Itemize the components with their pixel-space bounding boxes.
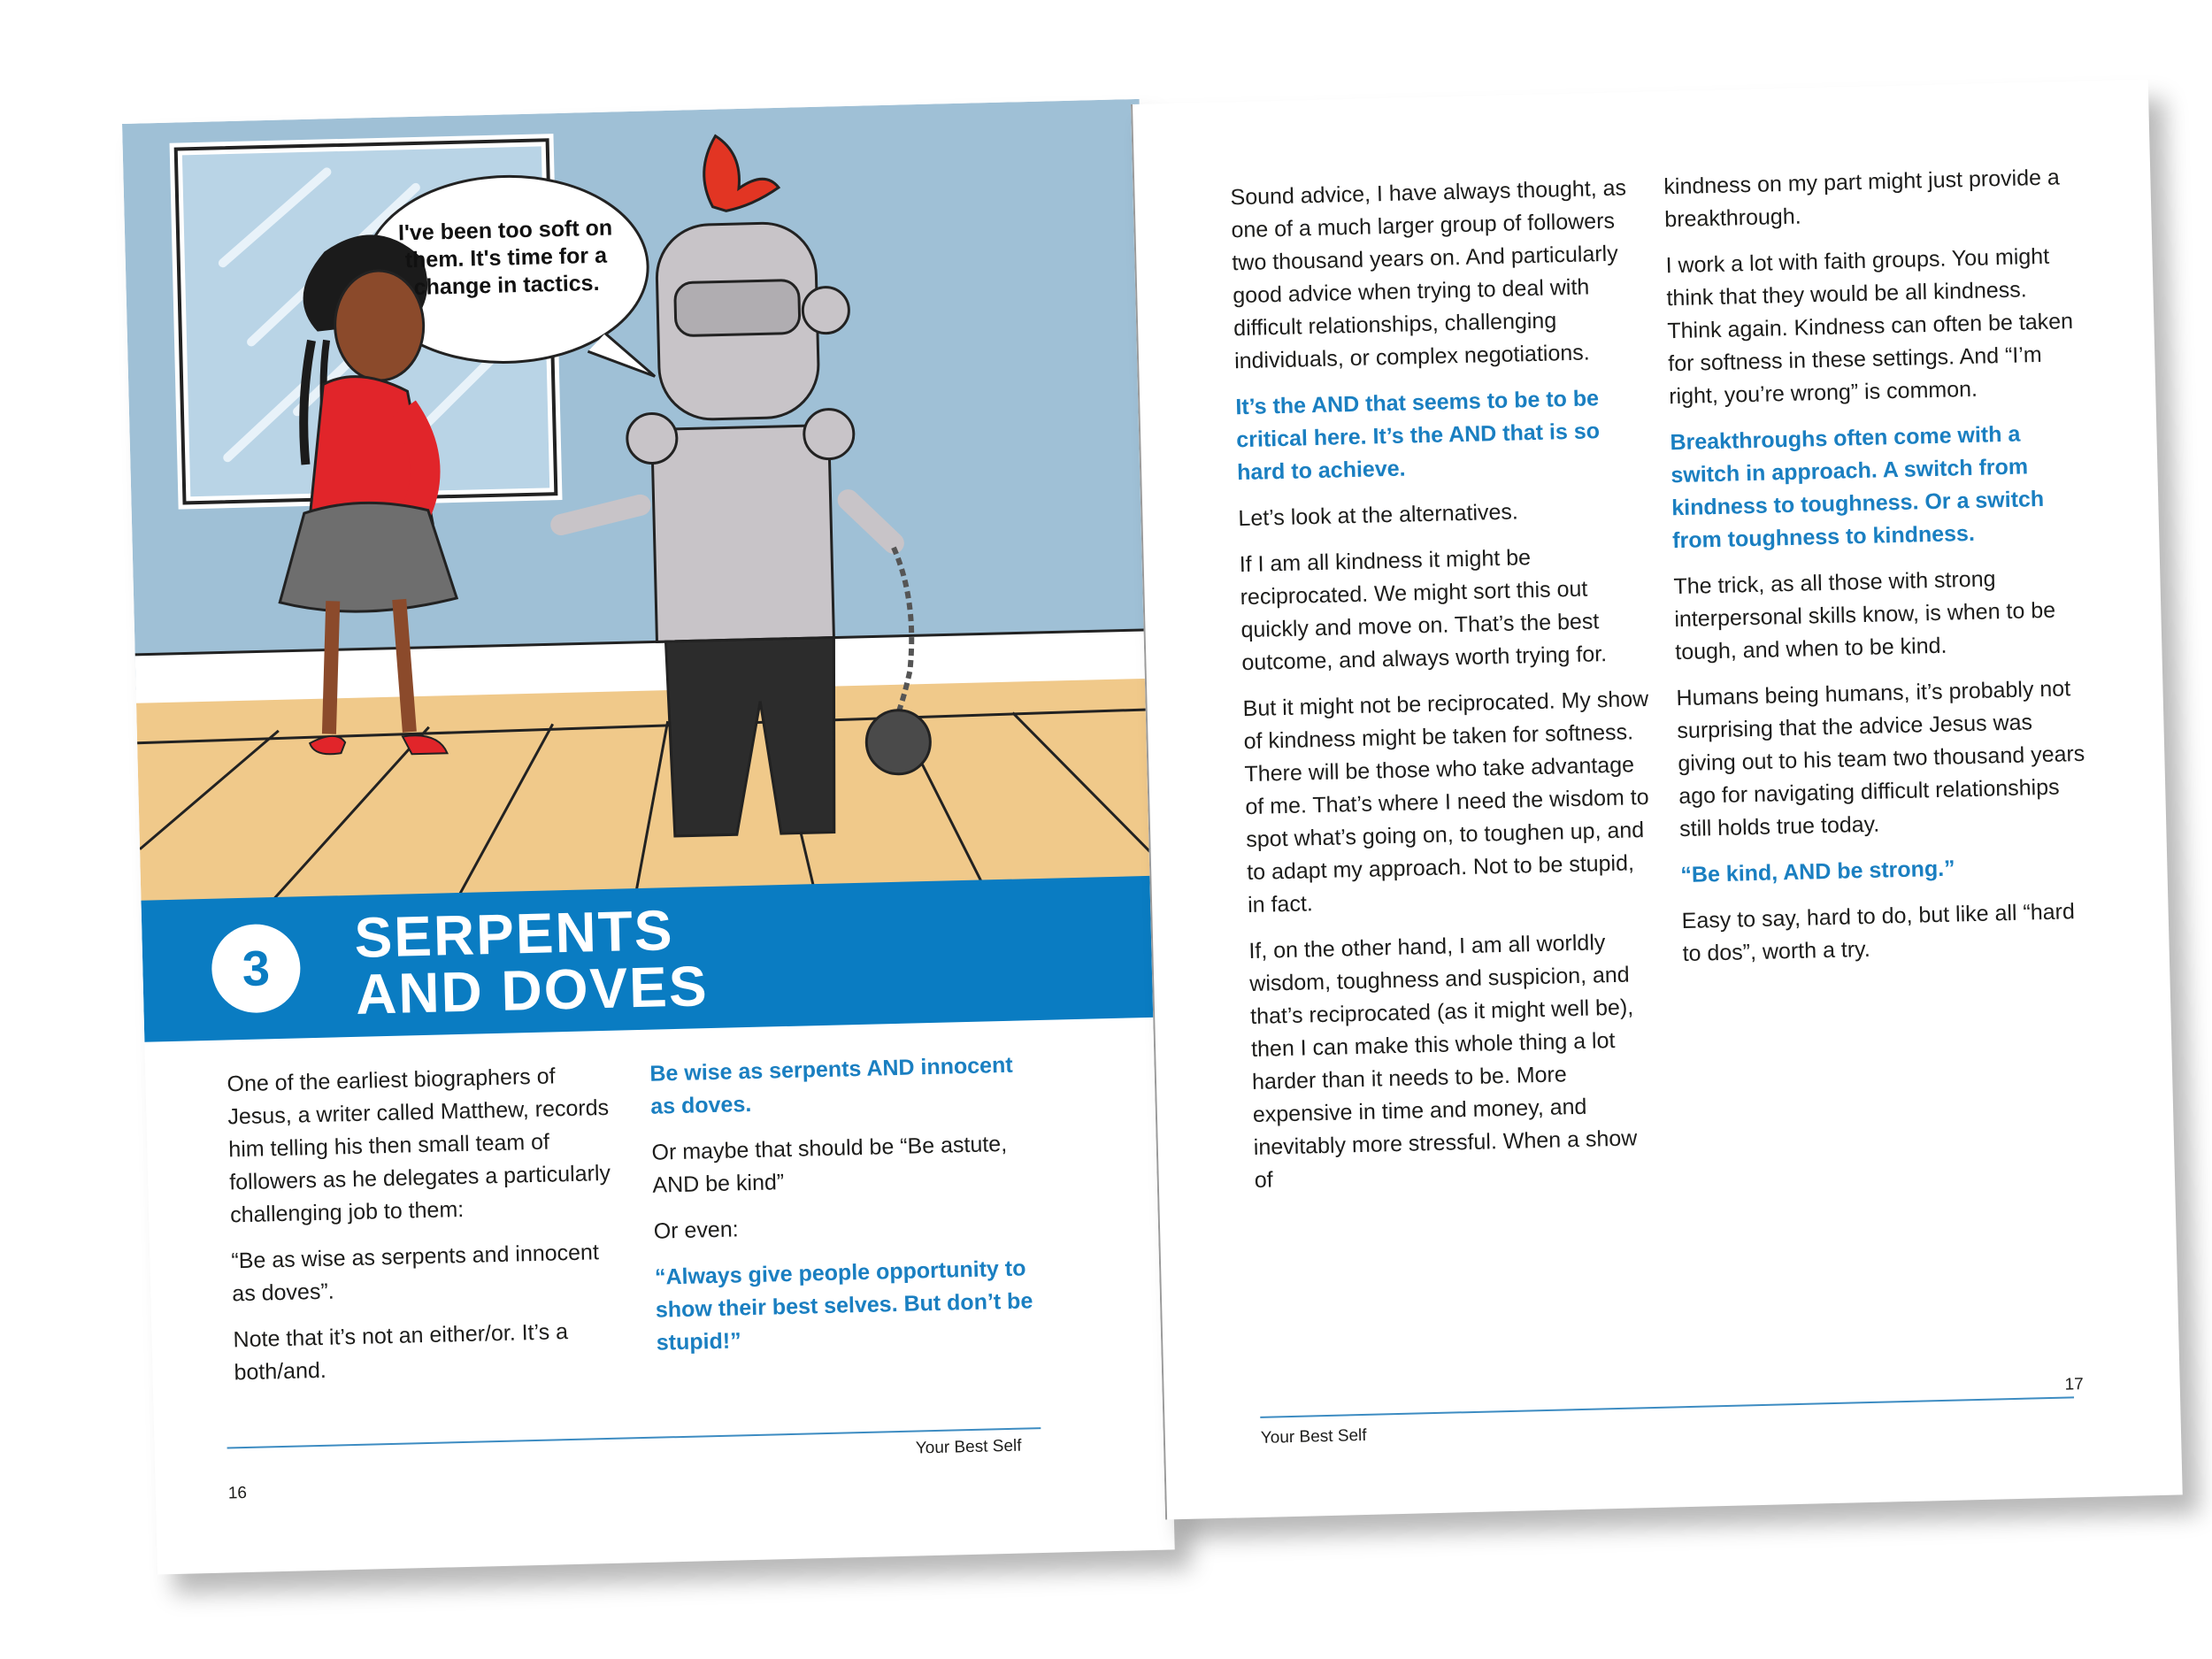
chapter-title-line-2: AND DOVES [355, 954, 710, 1026]
paragraph: Humans being humans, it’s probably not surprising that the advice Jesus was giving out to his team two thousand years ago for navigating difficult relationships still holds true today. [1676, 676, 2085, 842]
chapter-title [353, 898, 710, 1026]
speech-bubble-text: I've been too soft on them. It's time for a change in tactics. [397, 215, 613, 300]
highlight-paragraph: Breakthroughs often come with a switch in approach. A switch from kindness to toughness. Or a switch from toughness to kindness. [1670, 421, 2045, 554]
paragraph: kindness on my part might just provide a breakthrough. [1663, 165, 2061, 233]
highlight-paragraph: “Always give people opportunity to show their best selves. But don’t be stupid!” [654, 1256, 1033, 1356]
left-page [122, 99, 1175, 1575]
chapter-banner [141, 876, 1162, 1042]
paragraph: The trick, as all those with strong interpersonal skills know, is when to be tough, and when to be kind. [1673, 566, 2056, 665]
quote-paragraph: “Be as wise as serpents and innocent as doves”. [231, 1240, 600, 1307]
floor [136, 679, 1158, 902]
right-page [1131, 80, 2183, 1520]
chapter-number: 3 [211, 923, 301, 1013]
cartoon-illustration [122, 99, 1158, 902]
cartoon-scene [122, 99, 1158, 902]
paragraph: If, on the other hand, I am all worldly wisdom, toughness and suspicion, and that’s reciprocated (as it might well be), then I can make this whole thing a lot harder than it needs to be. More expensive in time and money, and inevitably more stressful. When a show of [1248, 930, 1638, 1193]
left-column-2 [649, 1048, 1047, 1373]
paragraph: I work a lot with faith groups. You might think that they would be all kindness. Think again. Kindness can often be taken for softness in these settings. And “I’m right, you’re wrong” is common. [1665, 243, 2074, 410]
footer-book-title: Your Best Self [1260, 1425, 1367, 1448]
page-number: 17 [2064, 1375, 2085, 1394]
paragraph: One of the earliest biographers of Jesus, a writer called Matthew, records him telling his then small team of followers as he delegates a particularly challenging job to them: [227, 1064, 611, 1228]
paragraph: Or even: [653, 1217, 739, 1244]
right-column-2 [1663, 161, 2090, 984]
highlight-paragraph: “Be kind, AND be strong.” [1680, 856, 1955, 888]
page-number: 16 [227, 1484, 248, 1503]
footer-rule [1260, 1396, 2074, 1417]
right-column-1 [1230, 172, 1662, 1210]
paragraph: Sound advice, I have always thought, as one of a much larger group of followers two thousand years on. And particularly good advice when trying to deal with difficult relationships, challenging individuals, or complex negotiations. [1230, 175, 1627, 374]
paragraph: If I am all kindness it might be reciprocated. We might sort this out quickly and move on. That’s the best outcome, and always worth trying for. [1239, 545, 1608, 676]
footer-book-title: Your Best Self [915, 1436, 1022, 1458]
paragraph: Easy to say, hard to do, but like all “hard to dos”, worth a try. [1681, 899, 2076, 967]
paragraph: But it might not be reciprocated. My show of kindness might be taken for softness. There will be those who take advantage of me. That’s where I need the wisdom to spot what’s going on, to toughen up, and to adapt my approach. Not to be stupid, in fact. [1242, 686, 1649, 918]
left-column-1 [227, 1059, 624, 1403]
paragraph: Let’s look at the alternatives. [1238, 499, 1519, 532]
chapter-title-line-1: SERPENTS [353, 898, 675, 970]
highlight-paragraph: It’s the AND that seems to be to be critical here. It’s the AND that is so hard to achieve. [1235, 386, 1601, 486]
highlight-paragraph: Be wise as serpents AND innocent as doves. [649, 1052, 1013, 1119]
paragraph: Or maybe that should be “Be astute, AND be kind” [651, 1131, 1008, 1198]
paragraph: Note that it’s not an either/or. It’s a both/and. [233, 1319, 569, 1386]
